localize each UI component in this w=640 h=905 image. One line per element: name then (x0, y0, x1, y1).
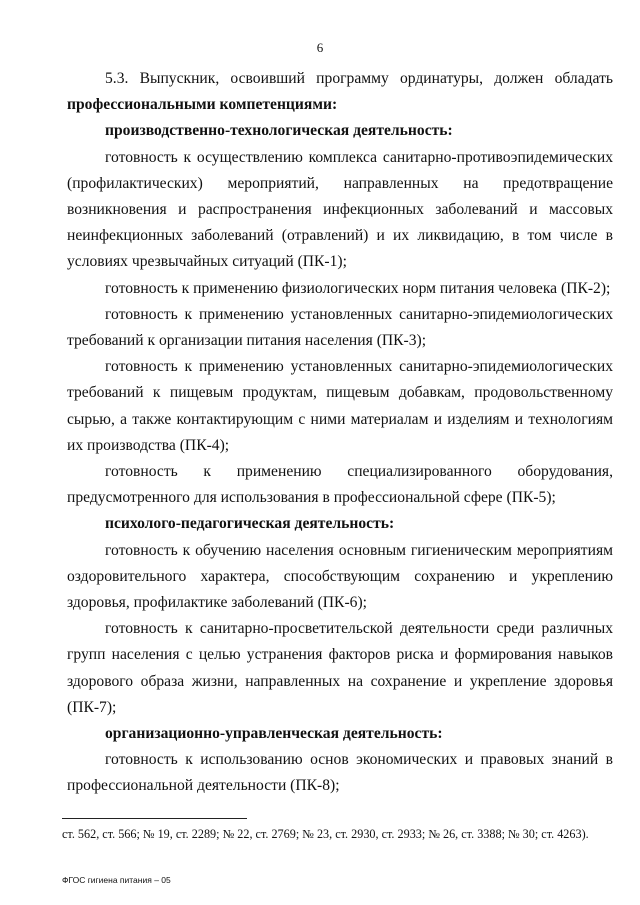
competency-pk6: готовность к обучению населения основным гигиеническим мероприятиям оздоровительного характера, способствующим сохранению и укреплению здоровья, профилактике заболеваний (ПК-6); (67, 541, 613, 612)
page-number: 6 (316, 40, 324, 55)
section-heading-pedagogical: психолого-педагогическая деятельность: (105, 515, 395, 533)
competency-pk4: готовность к применению установленных санитарно-эпидемиологических требований к пищевым продуктам, пищевым добавкам, продовольственному сырью, а также контактирующим с ними материалам и изделиям и технологиям их производства (ПК-4); (67, 358, 613, 454)
intro-line: 5.3. Выпускник, освоивший программу ординатуры, должен обладать (105, 70, 613, 87)
section-heading-management: организационно-управленческая деятельность: (105, 725, 443, 743)
competency-pk1: готовность к осуществлению комплекса санитарно-противоэпидемических (профилактических) мероприятий, направленных на предотвращение возникновения и распространения инфекционных заболеваний и массовых неинфекционных заболеваний (отравлений) и их ликвидацию, в том числе в условиях чрезвычайных ситуаций (ПК-1); (67, 148, 613, 271)
competency-pk8: готовность к использованию основ экономических и правовых знаний в профессиональной деятельности (ПК-8); (67, 751, 613, 795)
footnote-divider (62, 818, 247, 819)
footnote: ст. 562, ст. 566; № 19, ст. 2289; № 22, ст. 2769; № 23, ст. 2930, ст. 2933; № 26, ст. 3388; № 30; ст. 4263). (62, 827, 589, 841)
competency-pk3: готовность к применению установленных санитарно-эпидемиологических требований к организации питания населения (ПК-3); (67, 305, 613, 350)
competency-pk2: готовность к применению физиологических норм питания человека (ПК-2); (105, 279, 611, 297)
document-body (67, 66, 613, 800)
competency-pk7: готовность к санитарно-просветительской деятельности среди различных групп населения с целью устранения факторов риска и формирования навыков здорового образа жизни, направленных на сохранение и укрепление здоровья (ПК-7); (67, 620, 613, 716)
competency-pk5-line2: предусмотренного для использования в профессиональной сфере (ПК-5); (67, 489, 556, 507)
footer-document-mark: ФГОС гигиена питания – 05 (62, 875, 171, 885)
competency-pk5-line1: готовность к применению специализированного оборудования, (105, 463, 613, 481)
section-heading-production: производственно-технологическая деятельность: (105, 122, 453, 140)
intro-bold-term: профессиональными компетенциями: (67, 96, 338, 114)
